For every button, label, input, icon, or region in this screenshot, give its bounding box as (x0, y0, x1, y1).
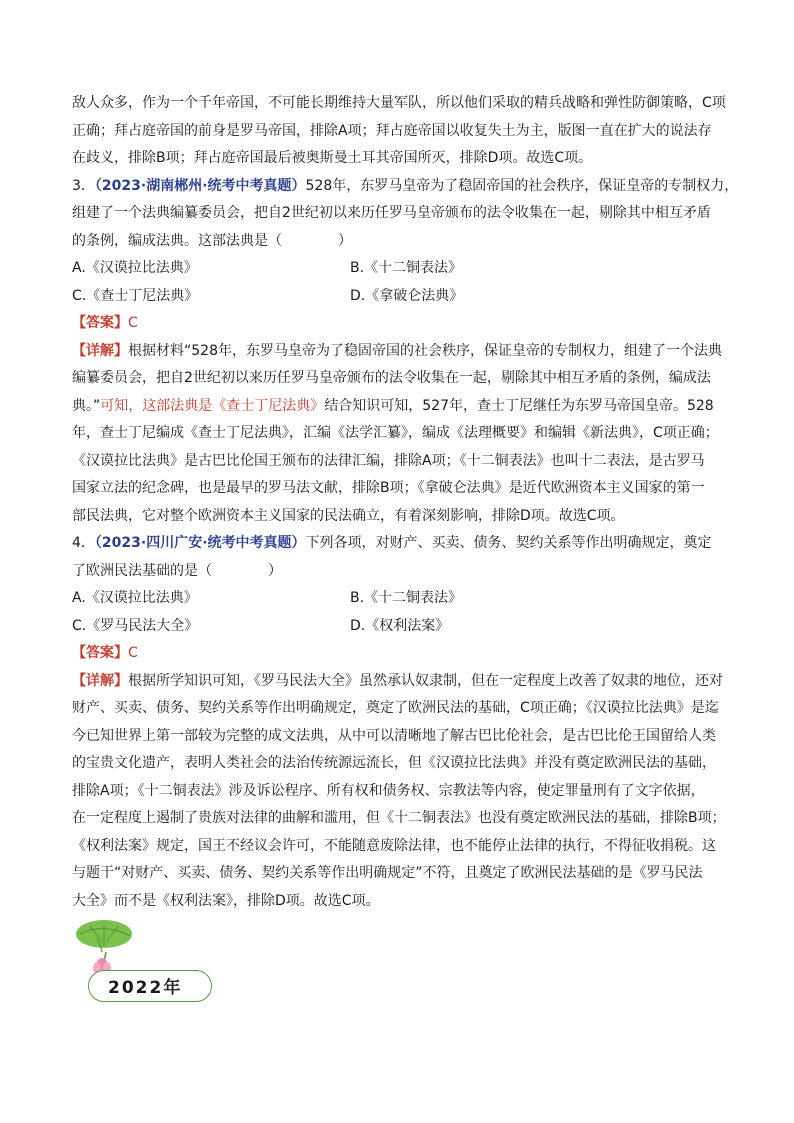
answer-label: 【答案】 (72, 645, 128, 661)
text-line: 编纂委员会，把自2世纪初以来历任罗马皇帝颁布的法令收集在一起，剔除其中相互矛盾的条例，编成法 (72, 370, 711, 386)
text-line: 大全》而不是《权利法案》，排除D项。故选C项。 (72, 892, 380, 909)
option-a: A.《汉谟拉比法典》 (72, 590, 198, 606)
text-line: 《权利法案》规定，国王不经议会许可，不能随意废除法律，也不能停止法律的执行，不得征收捐税。这 (72, 837, 716, 854)
text-line: 在一定程度上遏制了贵族对法律的曲解和滥用，但《十二铜表法》也没有奠定欧洲民法的基础，排除B项； (72, 810, 726, 826)
answer-value: C (128, 645, 138, 661)
question-3-stem (72, 173, 739, 201)
text-line: 组建了一个法典编纂委员会，把自2世纪初以来历任罗马皇帝颁布的法令收集在一起，剔除其中相互矛盾 (72, 205, 711, 221)
option-d: D.《权利法案》 (350, 617, 450, 634)
highlight-text: 可知，这部法典是《查士丁尼法典》 (100, 397, 325, 414)
options-row (72, 283, 722, 311)
text-line: 今已知世界上第一部较为完整的成文法典，从中可以清晰地了解古巴比伦社会，是古巴比伦王国留给人类 (72, 727, 716, 744)
detail-text: 根据材料“528年，东罗马皇帝为了稳固帝国的社会秩序，保证皇帝的专制权力，组建了一个法典 (128, 342, 722, 359)
option-a: A.《汉谟拉比法典》 (72, 260, 198, 276)
stem-text: 528年，东罗马皇帝为了稳固帝国的社会秩序，保证皇帝的专制权力， (305, 177, 739, 194)
option-c: C.《罗马民法大全》 (72, 617, 199, 634)
answer-label: 【答案】 (72, 315, 128, 331)
question-number: 3． (72, 177, 95, 194)
option-c: C.《查士丁尼法典》 (72, 287, 199, 304)
text-line: 正确；拜占庭帝国的前身是罗马帝国，排除A项；拜占庭帝国以收复失土为主，版图一直在扩大的说法存 (72, 122, 712, 139)
detail-label: 【详解】 (72, 672, 128, 689)
text-line (72, 393, 722, 421)
question-source: （2023·四川广安·统考中考真题） (94, 535, 306, 551)
answer-line (72, 310, 722, 338)
text-line: 《汉谟拉比法典》是古巴比伦国王颁布的法律汇编，排除A项；《十二铜表法》也叫十二表法，是古罗马 (72, 452, 705, 469)
detail-text: 结合知识可知，527年，查士丁尼继任为东罗马帝国皇帝。528 (324, 397, 714, 414)
text-line: 的宝贵文化遗产，表明人类社会的法治传统源远流长，但《汉谟拉比法典》并没有奠定欧洲民法的基础， (72, 755, 716, 771)
answer-line (72, 640, 722, 668)
detail-text: 典。” (72, 397, 101, 414)
detail-label: 【详解】 (72, 342, 128, 359)
answer-value: C (128, 315, 138, 331)
text-line: 了欧洲民法基础的是（ ） (72, 562, 282, 579)
options-row (72, 585, 722, 613)
option-b: B.《十二铜表法》 (350, 260, 463, 276)
question-number: 4． (72, 535, 95, 551)
stem-text: 下列各项，对财产、买卖、债务、契约关系等作出明确规定，奠定 (305, 535, 712, 551)
option-b: B.《十二铜表法》 (350, 590, 463, 606)
text-line: 排除A项；《十二铜表法》涉及诉讼程序、所有权和债务权、宗教法等内容，使定罪量刑有了文字依据， (72, 782, 705, 799)
options-row (72, 255, 722, 283)
question-4-stem (72, 530, 722, 558)
detail-line (72, 668, 722, 696)
detail-text: 根据所学知识可知，《罗马民法大全》虽然承认奴隶制，但在一定程度上改善了奴隶的地位，还对 (128, 672, 723, 689)
text-line: 在歧义，排除B项；拜占庭帝国最后被奥斯曼土耳其帝国所灭，排除D项。故选C项。 (72, 150, 593, 166)
text-line: 财产、买卖、债务、契约关系等作出明确规定，奠定了欧洲民法的基础，C项正确；《汉谟拉比法典》是迄 (72, 700, 719, 716)
text-line: 敌人众多，作为一个千年帝国，不可能长期维持大量军队，所以他们采取的精兵战略和弹性防御策略，C项 (72, 95, 726, 111)
text-line: 年，查士丁尼编成《查士丁尼法典》，汇编《法学汇纂》，编成《法理概要》和编辑《新法典》，C项正确； (72, 425, 719, 441)
options-row (72, 613, 722, 641)
text-line: 国家立法的纪念碑，也是最早的罗马法文献，排除B项；《拿破仑法典》是近代欧洲资本主义国家的第一 (72, 480, 705, 496)
detail-line (72, 338, 722, 366)
text-line: 部民法典，它对整个欧洲资本主义国家的民法确立，有着深刻影响，排除D项。故选C项。 (72, 507, 625, 524)
text-line: 与题干“对财产、买卖、债务、契约关系等作出明确规定”不符，且奠定了欧洲民法基础的是《罗马民法 (72, 865, 703, 881)
option-d: D.《拿破仑法典》 (350, 287, 464, 304)
section-year-label: 2022年 (108, 978, 183, 998)
document-body (72, 90, 739, 915)
text-line: 的条例，编成法典。这部法典是（ ） (72, 232, 352, 249)
question-source: （2023·湖南郴州·统考中考真题） (94, 177, 306, 194)
